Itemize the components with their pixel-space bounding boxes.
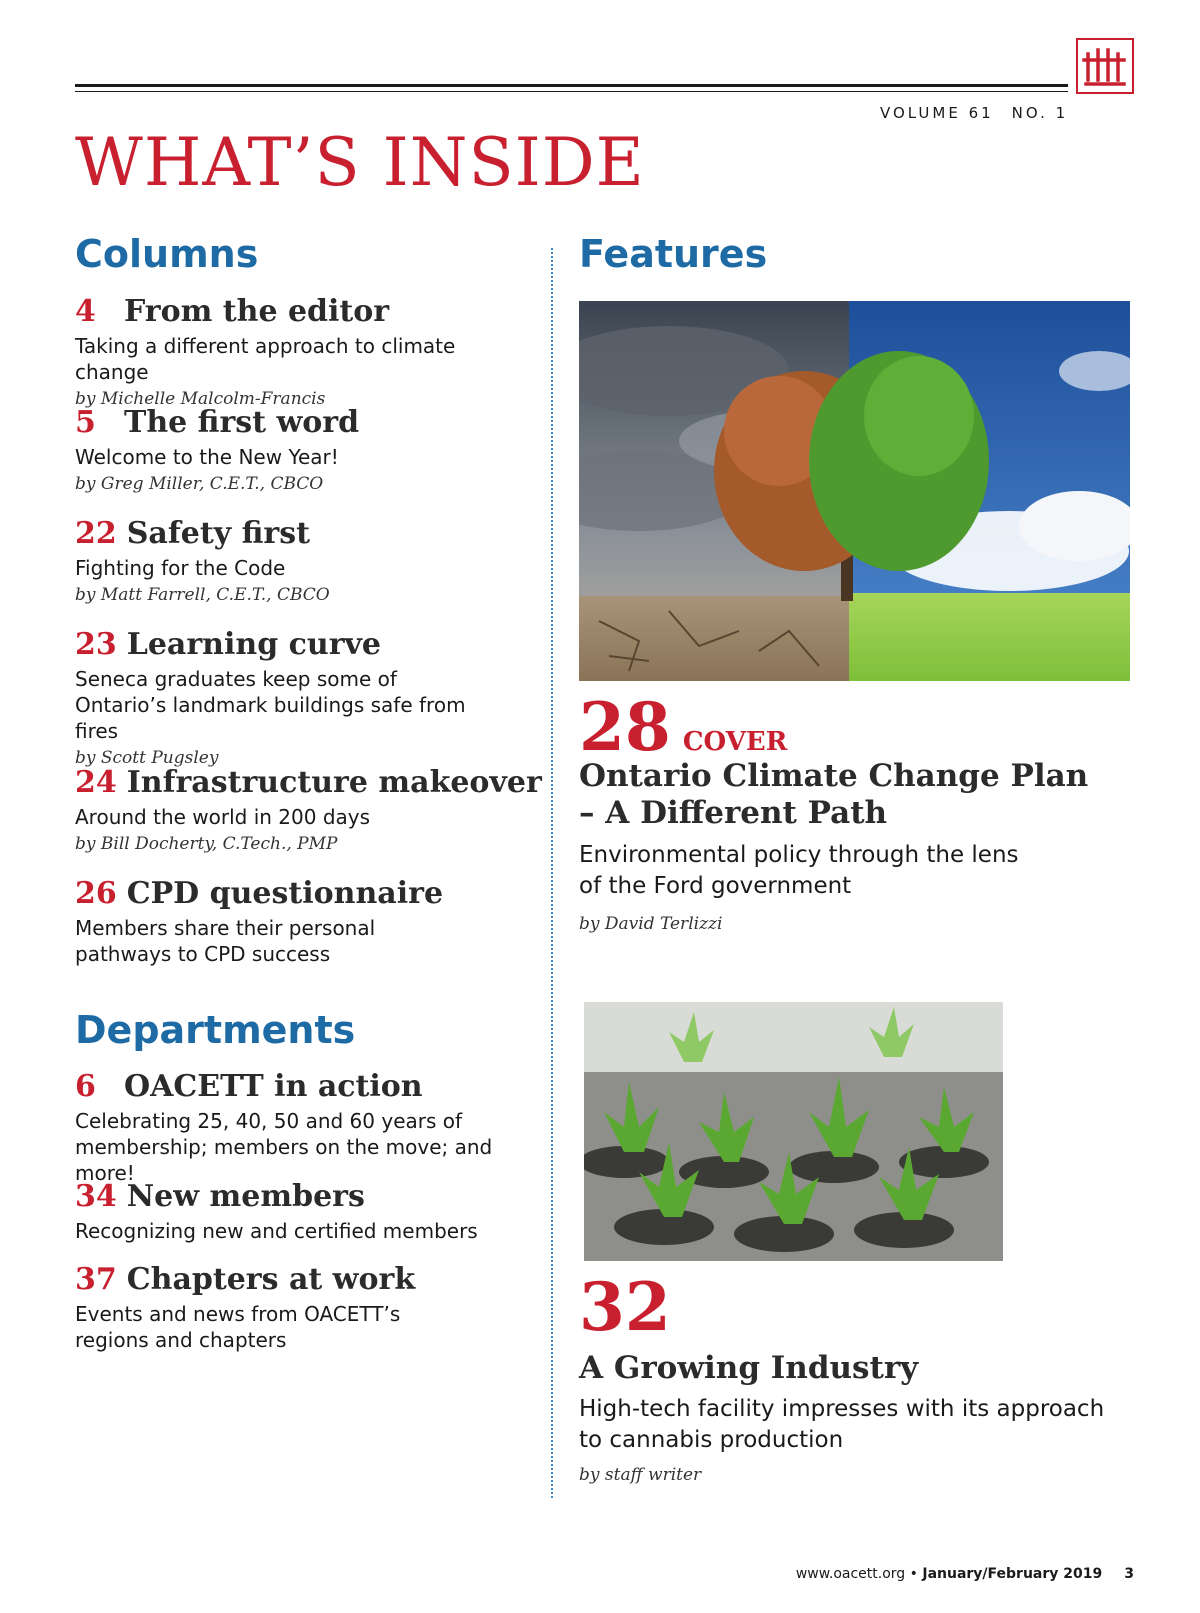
department-item[interactable]: 6 OACETT in action Celebrating 25, 40, 50 and 60 years of membership; members on the move; and more! <box>75 1069 493 1185</box>
column-divider <box>551 248 553 1498</box>
footer-site[interactable]: www.oacett.org <box>795 1566 906 1582</box>
volume-number: VOLUME 61 NO. 1 <box>880 104 1069 122</box>
feature-title[interactable]: Ontario Climate Change Plan – A Different Path <box>579 758 1089 831</box>
column-item[interactable]: 24 Infrastructure makeover Around the world in 200 days by Bill Docherty, C.Tech., PMP <box>75 765 542 854</box>
feature-byline: by staff writer <box>579 1465 702 1485</box>
column-item[interactable]: 26 CPD questionnaire Members share their personal pathways to CPD success <box>75 876 444 966</box>
feature-cover-number: 28 COVER <box>579 688 788 766</box>
page-title: WHAT’S INSIDE <box>75 124 645 201</box>
feature-number: 32 <box>579 1268 671 1346</box>
feature-desc: Environmental policy through the lens of the Ford government <box>579 842 1019 899</box>
header-rule-thick <box>75 84 1068 87</box>
feature-byline: by David Terlizzi <box>579 914 723 934</box>
feature-title[interactable]: A Growing Industry <box>579 1350 919 1386</box>
column-item[interactable]: 5 The first word Welcome to the New Year! by Greg Miller, C.E.T., CBCO <box>75 405 360 494</box>
column-item[interactable]: 22 Safety first Fighting for the Code by Matt Farrell, C.E.T., CBCO <box>75 516 330 605</box>
column-item[interactable]: 23 Learning curve Seneca graduates keep some of Ontario’s landmark buildings safe from fires by Scott Pugsley <box>75 627 466 768</box>
feature-desc: High-tech facility impresses with its approach to cannabis production <box>579 1396 1105 1453</box>
tree-climate-image[interactable] <box>579 301 1130 681</box>
column-item[interactable]: 4 From the editor Taking a different approach to climate change by Michelle Malcolm-Francis <box>75 294 456 409</box>
department-item[interactable]: 37 Chapters at work Events and news from OACETT’s regions and chapters <box>75 1262 416 1352</box>
features-heading: Features <box>579 232 768 276</box>
footer-issue: January/February 2019 <box>922 1566 1103 1582</box>
header-rule-thin <box>75 91 1068 92</box>
cover-label: COVER <box>682 727 788 757</box>
department-item[interactable]: 34 New members Recognizing new and certified members <box>75 1179 478 1243</box>
departments-heading: Departments <box>75 1008 356 1052</box>
cannabis-plants-image[interactable] <box>584 1002 1003 1261</box>
ottt-logo <box>1076 38 1134 94</box>
page-footer: www.oacett.org • January/February 2019 3 <box>795 1566 1134 1582</box>
page-number: 3 <box>1124 1566 1134 1582</box>
columns-heading: Columns <box>75 232 259 276</box>
